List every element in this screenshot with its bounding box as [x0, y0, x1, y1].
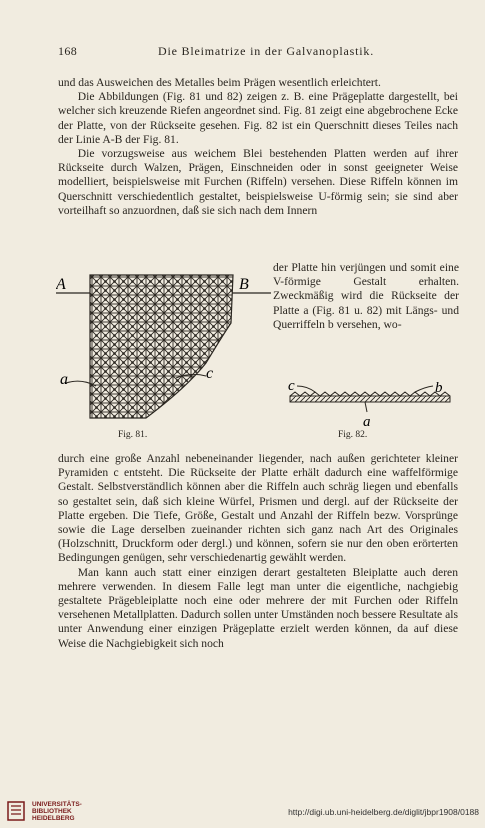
paragraph: Man kann auch statt einer einzigen derart gestalteten Bleiplatte auch deren mehrere verwenden. In diesem Falle legt man unter die eigentliche, nachgiebig gestaltete Prägebleiplatte noch eine oder mehrere der mit Furchen oder Riffeln versehenen Metallplatten. Dadurch sollen unter Umständen noch bessere Resultate als unter Anwendung einer einzigen Prägeplatte erzielt werden können, da auf diese Weise die Nachgiebigkeit sich noch	[58, 565, 458, 650]
leader-line-a	[365, 402, 367, 412]
pyramid-profile	[290, 392, 450, 396]
label-a: a	[60, 371, 68, 388]
leader-line-b	[415, 386, 433, 392]
library-seal-icon	[6, 800, 26, 822]
logo-line: UNIVERSITÄTS-	[32, 801, 82, 808]
running-title: Die Bleimatrize in der Galvanoplastik.	[158, 44, 375, 58]
paragraph: Die Abbildungen (Fig. 81 und 82) zeigen z. B. eine Prägeplatte dargestellt, bei welcher sich kreuzende Riefen angeordnet sind. Fig. 81 zeigt eine abgebrochene Ecke der Platte, von der Rückseite gesehen. Fig. 82 ist ein Querschnitt dieses Teiles nach der Linie A-B der Fig. 81.	[58, 90, 458, 146]
paragraph: durch eine große Anzahl nebeneinander liegender, nach außen gerichteter kleiner Pyramiden c entsteht. Die Rückseite der Platte erhält dadurch eine waffelförmige Gestalt. Selbstverständlich können aber die Riffeln auch schräg liegen und ebenfalls so gestaltet sein, daß sich kleine Würfel, Prismen und dergl. auf der Rückseite der Platte ergeben. Die Tiefe, Größe, Gestalt und Anzahl der Riffeln bezw. Vorsprünge sowie die Lage derselben zueinander richten sich ganz nach Art des Originales (Holzschnitt, Druckform oder dergl.) und können, sofern sie nur den oben erörterten Bedingungen genügen, sehr verschiedenartig gewählt werden.	[58, 452, 458, 565]
label-a: a	[363, 414, 371, 430]
leader-line-c	[297, 386, 315, 392]
caption-fig-82: Fig. 82.	[338, 430, 368, 440]
label-c: c	[206, 365, 214, 382]
library-logo	[6, 799, 126, 825]
logo-line: HEIDELBERG	[32, 815, 75, 822]
digitization-footer	[0, 795, 485, 828]
text-beside-figure: der Platte hin verjüngen und somit eine V-förmige Gestalt erhalten. Zweckmäßig wird die Rückseite der Platte a (Fig. 81 u. 82) mit Längs- und Querriffeln b versehen, wo-	[273, 261, 459, 331]
running-header	[58, 44, 455, 60]
figure-82	[285, 382, 460, 432]
logo-line: BIBLIOTHEK	[32, 808, 72, 815]
label-b: b	[435, 382, 443, 396]
label-c: c	[288, 382, 295, 394]
paragraph: Die vorzugsweise aus weichem Blei bestehenden Platten werden auf ihrer Rückseite durch Walzen, Prägen, Einschneiden oder in sonst geeigneter Weise modelliert, beispielsweise mit Furchen (Riffeln) versehen. Diese Riffeln können im Querschnitt verschiedentlich gestaltet, beispielsweise U-förmig sein; sie sind aber vorteilhaft so anzuordnen, daß sie sich nach dem Innern	[58, 147, 458, 217]
text-block-top	[58, 76, 458, 218]
figure-81	[56, 268, 276, 438]
waffle-plate-corner	[90, 275, 233, 418]
caption-fig-81: Fig. 81.	[118, 430, 148, 440]
label-A: A	[56, 276, 66, 293]
label-B: B	[239, 276, 249, 293]
page-number: 168	[58, 44, 78, 58]
text-block-bottom	[58, 452, 458, 651]
cross-section-plate	[290, 396, 450, 402]
permalink[interactable]: http://digi.ub.uni-heidelberg.de/diglit/jbpr1908/0188	[288, 807, 479, 817]
paragraph: und das Ausweichen des Metalles beim Prägen wesentlich erleichtert.	[58, 76, 381, 89]
